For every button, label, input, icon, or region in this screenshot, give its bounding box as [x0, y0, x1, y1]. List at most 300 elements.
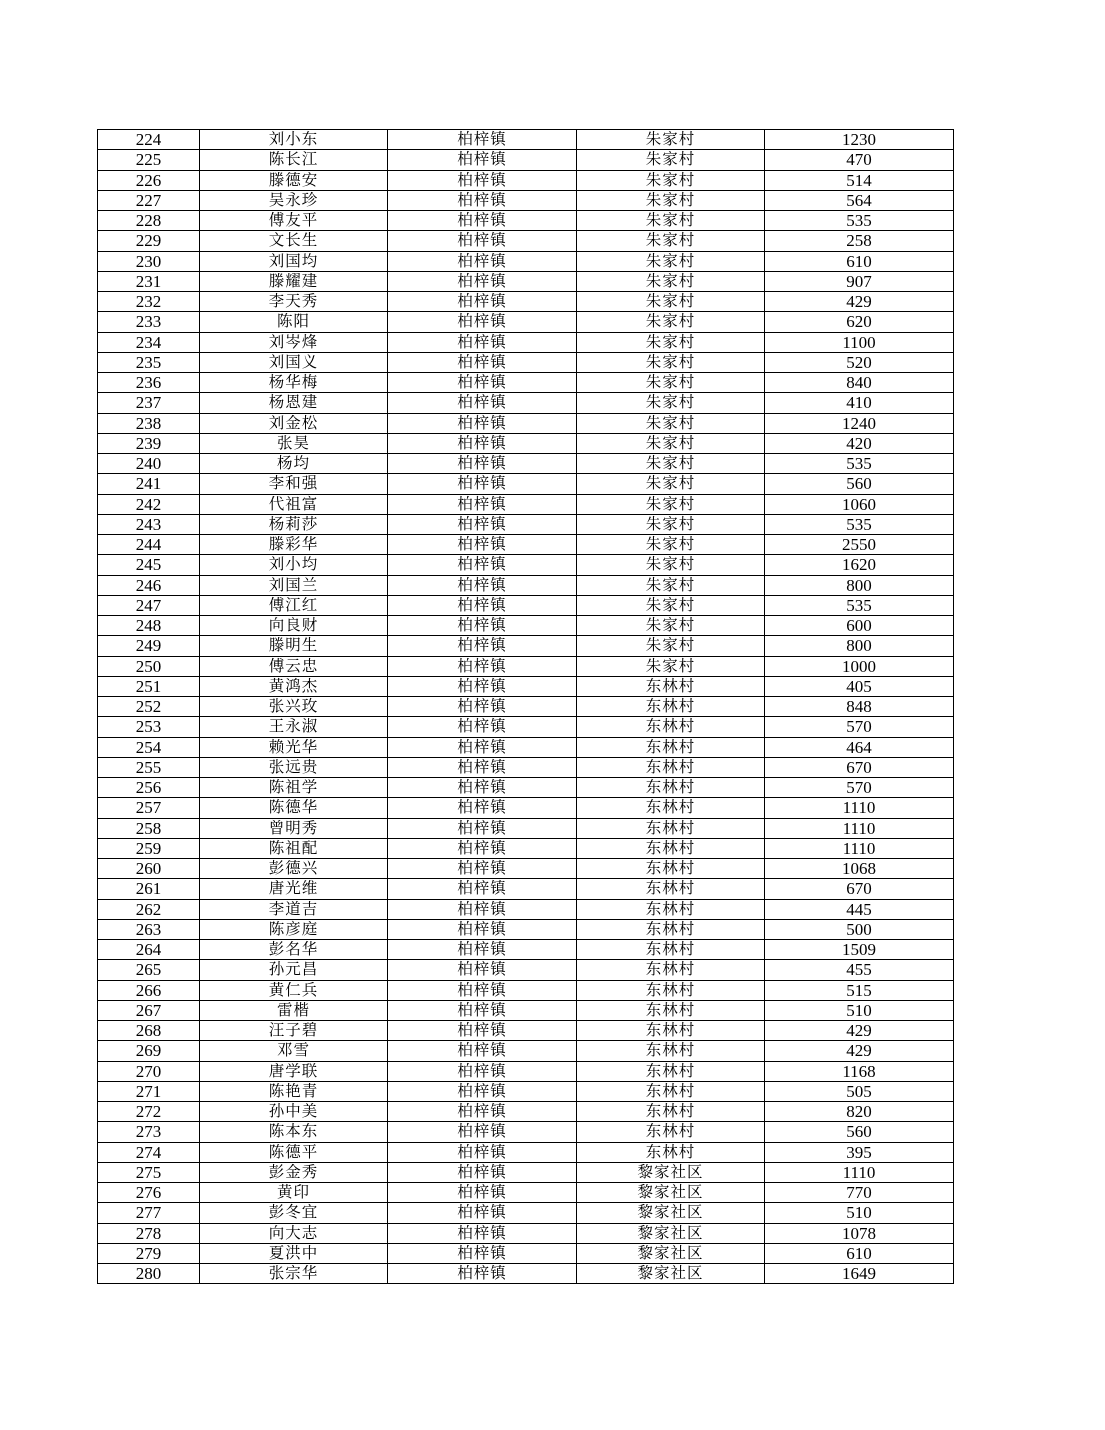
town-cell: 柏梓镇	[388, 433, 577, 453]
table-row	[98, 1243, 954, 1263]
amount-cell: 2550	[765, 535, 954, 555]
row-number-cell: 276	[98, 1183, 200, 1203]
town-cell: 柏梓镇	[388, 292, 577, 312]
village-cell: 朱家村	[577, 575, 765, 595]
table-row	[98, 838, 954, 858]
name-cell: 黄仁兵	[200, 980, 388, 1000]
village-cell: 东林村	[577, 676, 765, 696]
row-number-cell: 235	[98, 352, 200, 372]
name-cell: 刘国义	[200, 352, 388, 372]
town-cell: 柏梓镇	[388, 474, 577, 494]
row-number-cell: 241	[98, 474, 200, 494]
row-number-cell: 275	[98, 1162, 200, 1182]
row-number-cell: 243	[98, 514, 200, 534]
village-cell: 东林村	[577, 1081, 765, 1101]
amount-cell: 560	[765, 474, 954, 494]
table-row	[98, 292, 954, 312]
row-number-cell: 240	[98, 454, 200, 474]
table-row	[98, 514, 954, 534]
town-cell: 柏梓镇	[388, 190, 577, 210]
name-cell: 傅江红	[200, 595, 388, 615]
village-cell: 东林村	[577, 980, 765, 1000]
table-row	[98, 352, 954, 372]
table-row	[98, 1122, 954, 1142]
row-number-cell: 278	[98, 1223, 200, 1243]
village-cell: 东林村	[577, 940, 765, 960]
row-number-cell: 266	[98, 980, 200, 1000]
table-row	[98, 535, 954, 555]
village-cell: 朱家村	[577, 535, 765, 555]
row-number-cell: 245	[98, 555, 200, 575]
village-cell: 朱家村	[577, 616, 765, 636]
village-cell: 东林村	[577, 798, 765, 818]
amount-cell: 600	[765, 616, 954, 636]
amount-cell: 1649	[765, 1264, 954, 1284]
table-row	[98, 1061, 954, 1081]
name-cell: 彭金秀	[200, 1162, 388, 1182]
name-cell: 陈德华	[200, 798, 388, 818]
town-cell: 柏梓镇	[388, 130, 577, 150]
village-cell: 黎家社区	[577, 1243, 765, 1263]
amount-cell: 505	[765, 1081, 954, 1101]
name-cell: 刘国均	[200, 251, 388, 271]
row-number-cell: 260	[98, 859, 200, 879]
name-cell: 彭冬宜	[200, 1203, 388, 1223]
town-cell: 柏梓镇	[388, 454, 577, 474]
town-cell: 柏梓镇	[388, 211, 577, 231]
name-cell: 李天秀	[200, 292, 388, 312]
table-row	[98, 940, 954, 960]
table-row	[98, 1000, 954, 1020]
row-number-cell: 261	[98, 879, 200, 899]
name-cell: 代祖富	[200, 494, 388, 514]
row-number-cell: 228	[98, 211, 200, 231]
row-number-cell: 230	[98, 251, 200, 271]
village-cell: 朱家村	[577, 595, 765, 615]
amount-cell: 1230	[765, 130, 954, 150]
village-cell: 朱家村	[577, 170, 765, 190]
town-cell: 柏梓镇	[388, 798, 577, 818]
town-cell: 柏梓镇	[388, 717, 577, 737]
table-row	[98, 656, 954, 676]
town-cell: 柏梓镇	[388, 373, 577, 393]
amount-cell: 535	[765, 595, 954, 615]
town-cell: 柏梓镇	[388, 352, 577, 372]
village-cell: 东林村	[577, 1021, 765, 1041]
amount-cell: 1240	[765, 413, 954, 433]
table-row	[98, 150, 954, 170]
amount-cell: 1110	[765, 818, 954, 838]
village-cell: 东林村	[577, 1041, 765, 1061]
town-cell: 柏梓镇	[388, 960, 577, 980]
town-cell: 柏梓镇	[388, 636, 577, 656]
town-cell: 柏梓镇	[388, 332, 577, 352]
village-cell: 东林村	[577, 778, 765, 798]
name-cell: 雷楷	[200, 1000, 388, 1020]
amount-cell: 395	[765, 1142, 954, 1162]
row-number-cell: 252	[98, 697, 200, 717]
village-cell: 黎家社区	[577, 1183, 765, 1203]
table-row	[98, 697, 954, 717]
table-row	[98, 494, 954, 514]
row-number-cell: 259	[98, 838, 200, 858]
village-cell: 黎家社区	[577, 1223, 765, 1243]
name-cell: 杨恩建	[200, 393, 388, 413]
town-cell: 柏梓镇	[388, 150, 577, 170]
village-cell: 朱家村	[577, 454, 765, 474]
village-cell: 朱家村	[577, 130, 765, 150]
village-cell: 朱家村	[577, 211, 765, 231]
village-cell: 朱家村	[577, 555, 765, 575]
name-cell: 陈阳	[200, 312, 388, 332]
name-cell: 刘岑烽	[200, 332, 388, 352]
name-cell: 向良财	[200, 616, 388, 636]
name-cell: 吴永珍	[200, 190, 388, 210]
name-cell: 曾明秀	[200, 818, 388, 838]
name-cell: 滕德安	[200, 170, 388, 190]
town-cell: 柏梓镇	[388, 818, 577, 838]
village-cell: 东林村	[577, 737, 765, 757]
town-cell: 柏梓镇	[388, 1081, 577, 1101]
name-cell: 文长生	[200, 231, 388, 251]
amount-cell: 848	[765, 697, 954, 717]
town-cell: 柏梓镇	[388, 575, 577, 595]
row-number-cell: 265	[98, 960, 200, 980]
village-cell: 朱家村	[577, 271, 765, 291]
town-cell: 柏梓镇	[388, 1041, 577, 1061]
table-row	[98, 595, 954, 615]
table-row	[98, 757, 954, 777]
village-cell: 东林村	[577, 919, 765, 939]
name-cell: 刘小东	[200, 130, 388, 150]
town-cell: 柏梓镇	[388, 231, 577, 251]
amount-cell: 429	[765, 292, 954, 312]
amount-cell: 1100	[765, 332, 954, 352]
row-number-cell: 258	[98, 818, 200, 838]
town-cell: 柏梓镇	[388, 514, 577, 534]
town-cell: 柏梓镇	[388, 312, 577, 332]
table-row	[98, 1223, 954, 1243]
town-cell: 柏梓镇	[388, 919, 577, 939]
amount-cell: 429	[765, 1021, 954, 1041]
table-body	[98, 130, 954, 1284]
table-row	[98, 1264, 954, 1284]
table-row	[98, 737, 954, 757]
amount-cell: 570	[765, 717, 954, 737]
table-row	[98, 1203, 954, 1223]
village-cell: 东林村	[577, 838, 765, 858]
town-cell: 柏梓镇	[388, 737, 577, 757]
town-cell: 柏梓镇	[388, 535, 577, 555]
amount-cell: 510	[765, 1000, 954, 1020]
village-cell: 东林村	[577, 899, 765, 919]
amount-cell: 610	[765, 1243, 954, 1263]
table-row	[98, 1021, 954, 1041]
amount-cell: 820	[765, 1102, 954, 1122]
table-row	[98, 859, 954, 879]
name-cell: 傅友平	[200, 211, 388, 231]
town-cell: 柏梓镇	[388, 1243, 577, 1263]
table-row	[98, 312, 954, 332]
table-row	[98, 778, 954, 798]
row-number-cell: 236	[98, 373, 200, 393]
village-cell: 朱家村	[577, 332, 765, 352]
village-cell: 东林村	[577, 1061, 765, 1081]
table-row	[98, 271, 954, 291]
name-cell: 孙元昌	[200, 960, 388, 980]
table-row	[98, 1102, 954, 1122]
row-number-cell: 263	[98, 919, 200, 939]
village-cell: 东林村	[577, 757, 765, 777]
village-cell: 朱家村	[577, 312, 765, 332]
table-row	[98, 413, 954, 433]
village-cell: 朱家村	[577, 393, 765, 413]
name-cell: 滕彩华	[200, 535, 388, 555]
amount-cell: 470	[765, 150, 954, 170]
name-cell: 滕明生	[200, 636, 388, 656]
row-number-cell: 254	[98, 737, 200, 757]
row-number-cell: 239	[98, 433, 200, 453]
table-row	[98, 919, 954, 939]
village-cell: 朱家村	[577, 352, 765, 372]
name-cell: 陈彦庭	[200, 919, 388, 939]
village-cell: 朱家村	[577, 656, 765, 676]
town-cell: 柏梓镇	[388, 1223, 577, 1243]
amount-cell: 520	[765, 352, 954, 372]
row-number-cell: 242	[98, 494, 200, 514]
table-row	[98, 899, 954, 919]
row-number-cell: 251	[98, 676, 200, 696]
table-row	[98, 818, 954, 838]
row-number-cell: 267	[98, 1000, 200, 1020]
town-cell: 柏梓镇	[388, 595, 577, 615]
town-cell: 柏梓镇	[388, 697, 577, 717]
table-row	[98, 190, 954, 210]
name-cell: 夏洪中	[200, 1243, 388, 1263]
village-cell: 东林村	[577, 697, 765, 717]
amount-cell: 1068	[765, 859, 954, 879]
village-cell: 东林村	[577, 1102, 765, 1122]
village-cell: 东林村	[577, 960, 765, 980]
row-number-cell: 233	[98, 312, 200, 332]
table-row	[98, 879, 954, 899]
row-number-cell: 274	[98, 1142, 200, 1162]
table-row	[98, 373, 954, 393]
row-number-cell: 253	[98, 717, 200, 737]
name-cell: 彭名华	[200, 940, 388, 960]
town-cell: 柏梓镇	[388, 251, 577, 271]
row-number-cell: 250	[98, 656, 200, 676]
name-cell: 张兴玫	[200, 697, 388, 717]
name-cell: 邓雪	[200, 1041, 388, 1061]
name-cell: 汪子碧	[200, 1021, 388, 1041]
name-cell: 陈德平	[200, 1142, 388, 1162]
row-number-cell: 264	[98, 940, 200, 960]
amount-cell: 560	[765, 1122, 954, 1142]
row-number-cell: 256	[98, 778, 200, 798]
town-cell: 柏梓镇	[388, 1061, 577, 1081]
village-cell: 朱家村	[577, 373, 765, 393]
village-cell: 东林村	[577, 717, 765, 737]
name-cell: 唐光维	[200, 879, 388, 899]
table-row	[98, 676, 954, 696]
town-cell: 柏梓镇	[388, 1162, 577, 1182]
amount-cell: 800	[765, 575, 954, 595]
row-number-cell: 271	[98, 1081, 200, 1101]
row-number-cell: 231	[98, 271, 200, 291]
town-cell: 柏梓镇	[388, 1142, 577, 1162]
row-number-cell: 244	[98, 535, 200, 555]
village-cell: 东林村	[577, 818, 765, 838]
row-number-cell: 270	[98, 1061, 200, 1081]
village-cell: 黎家社区	[577, 1203, 765, 1223]
row-number-cell: 237	[98, 393, 200, 413]
amount-cell: 1620	[765, 555, 954, 575]
table-row	[98, 555, 954, 575]
name-cell: 刘国兰	[200, 575, 388, 595]
town-cell: 柏梓镇	[388, 940, 577, 960]
amount-cell: 564	[765, 190, 954, 210]
amount-cell: 258	[765, 231, 954, 251]
town-cell: 柏梓镇	[388, 1102, 577, 1122]
name-cell: 杨均	[200, 454, 388, 474]
name-cell: 杨莉莎	[200, 514, 388, 534]
amount-cell: 1060	[765, 494, 954, 514]
table-row	[98, 251, 954, 271]
village-cell: 黎家社区	[577, 1162, 765, 1182]
row-number-cell: 257	[98, 798, 200, 818]
town-cell: 柏梓镇	[388, 494, 577, 514]
row-number-cell: 226	[98, 170, 200, 190]
name-cell: 张昊	[200, 433, 388, 453]
row-number-cell: 248	[98, 616, 200, 636]
town-cell: 柏梓镇	[388, 555, 577, 575]
table-row	[98, 170, 954, 190]
town-cell: 柏梓镇	[388, 271, 577, 291]
row-number-cell: 232	[98, 292, 200, 312]
amount-cell: 515	[765, 980, 954, 1000]
town-cell: 柏梓镇	[388, 1122, 577, 1142]
amount-cell: 1000	[765, 656, 954, 676]
row-number-cell: 255	[98, 757, 200, 777]
row-number-cell: 272	[98, 1102, 200, 1122]
amount-cell: 570	[765, 778, 954, 798]
town-cell: 柏梓镇	[388, 170, 577, 190]
town-cell: 柏梓镇	[388, 413, 577, 433]
row-number-cell: 268	[98, 1021, 200, 1041]
village-cell: 朱家村	[577, 514, 765, 534]
name-cell: 张宗华	[200, 1264, 388, 1284]
name-cell: 傅云忠	[200, 656, 388, 676]
amount-cell: 1509	[765, 940, 954, 960]
table-row	[98, 1081, 954, 1101]
town-cell: 柏梓镇	[388, 859, 577, 879]
village-cell: 朱家村	[577, 150, 765, 170]
village-cell: 朱家村	[577, 636, 765, 656]
table-row	[98, 454, 954, 474]
village-cell: 朱家村	[577, 190, 765, 210]
amount-cell: 455	[765, 960, 954, 980]
name-cell: 陈长江	[200, 150, 388, 170]
name-cell: 滕耀建	[200, 271, 388, 291]
table-row	[98, 332, 954, 352]
village-cell: 东林村	[577, 1000, 765, 1020]
name-cell: 杨华梅	[200, 373, 388, 393]
village-cell: 东林村	[577, 1122, 765, 1142]
town-cell: 柏梓镇	[388, 778, 577, 798]
amount-cell: 420	[765, 433, 954, 453]
town-cell: 柏梓镇	[388, 1183, 577, 1203]
amount-cell: 429	[765, 1041, 954, 1061]
town-cell: 柏梓镇	[388, 899, 577, 919]
name-cell: 黄鸿杰	[200, 676, 388, 696]
town-cell: 柏梓镇	[388, 656, 577, 676]
village-cell: 朱家村	[577, 474, 765, 494]
amount-cell: 1110	[765, 798, 954, 818]
amount-cell: 670	[765, 879, 954, 899]
row-number-cell: 225	[98, 150, 200, 170]
table-row	[98, 130, 954, 150]
amount-cell: 464	[765, 737, 954, 757]
name-cell: 王永淑	[200, 717, 388, 737]
town-cell: 柏梓镇	[388, 879, 577, 899]
name-cell: 刘小均	[200, 555, 388, 575]
name-cell: 刘金松	[200, 413, 388, 433]
town-cell: 柏梓镇	[388, 980, 577, 1000]
data-table	[97, 129, 954, 1284]
row-number-cell: 279	[98, 1243, 200, 1263]
table-row	[98, 1142, 954, 1162]
name-cell: 唐学联	[200, 1061, 388, 1081]
amount-cell: 1168	[765, 1061, 954, 1081]
table-row	[98, 717, 954, 737]
table-row	[98, 1041, 954, 1061]
row-number-cell: 273	[98, 1122, 200, 1142]
name-cell: 陈本东	[200, 1122, 388, 1142]
town-cell: 柏梓镇	[388, 676, 577, 696]
amount-cell: 770	[765, 1183, 954, 1203]
town-cell: 柏梓镇	[388, 1264, 577, 1284]
row-number-cell: 227	[98, 190, 200, 210]
table-row	[98, 1183, 954, 1203]
amount-cell: 535	[765, 454, 954, 474]
table-row	[98, 980, 954, 1000]
town-cell: 柏梓镇	[388, 838, 577, 858]
town-cell: 柏梓镇	[388, 1000, 577, 1020]
village-cell: 东林村	[577, 879, 765, 899]
amount-cell: 907	[765, 271, 954, 291]
amount-cell: 670	[765, 757, 954, 777]
amount-cell: 514	[765, 170, 954, 190]
village-cell: 朱家村	[577, 494, 765, 514]
amount-cell: 445	[765, 899, 954, 919]
row-number-cell: 246	[98, 575, 200, 595]
village-cell: 东林村	[577, 1142, 765, 1162]
row-number-cell: 224	[98, 130, 200, 150]
table-row	[98, 474, 954, 494]
table-row	[98, 575, 954, 595]
amount-cell: 1078	[765, 1223, 954, 1243]
table-row	[98, 616, 954, 636]
village-cell: 朱家村	[577, 251, 765, 271]
row-number-cell: 269	[98, 1041, 200, 1061]
name-cell: 彭德兴	[200, 859, 388, 879]
amount-cell: 620	[765, 312, 954, 332]
amount-cell: 405	[765, 676, 954, 696]
table-row	[98, 433, 954, 453]
row-number-cell: 229	[98, 231, 200, 251]
amount-cell: 610	[765, 251, 954, 271]
